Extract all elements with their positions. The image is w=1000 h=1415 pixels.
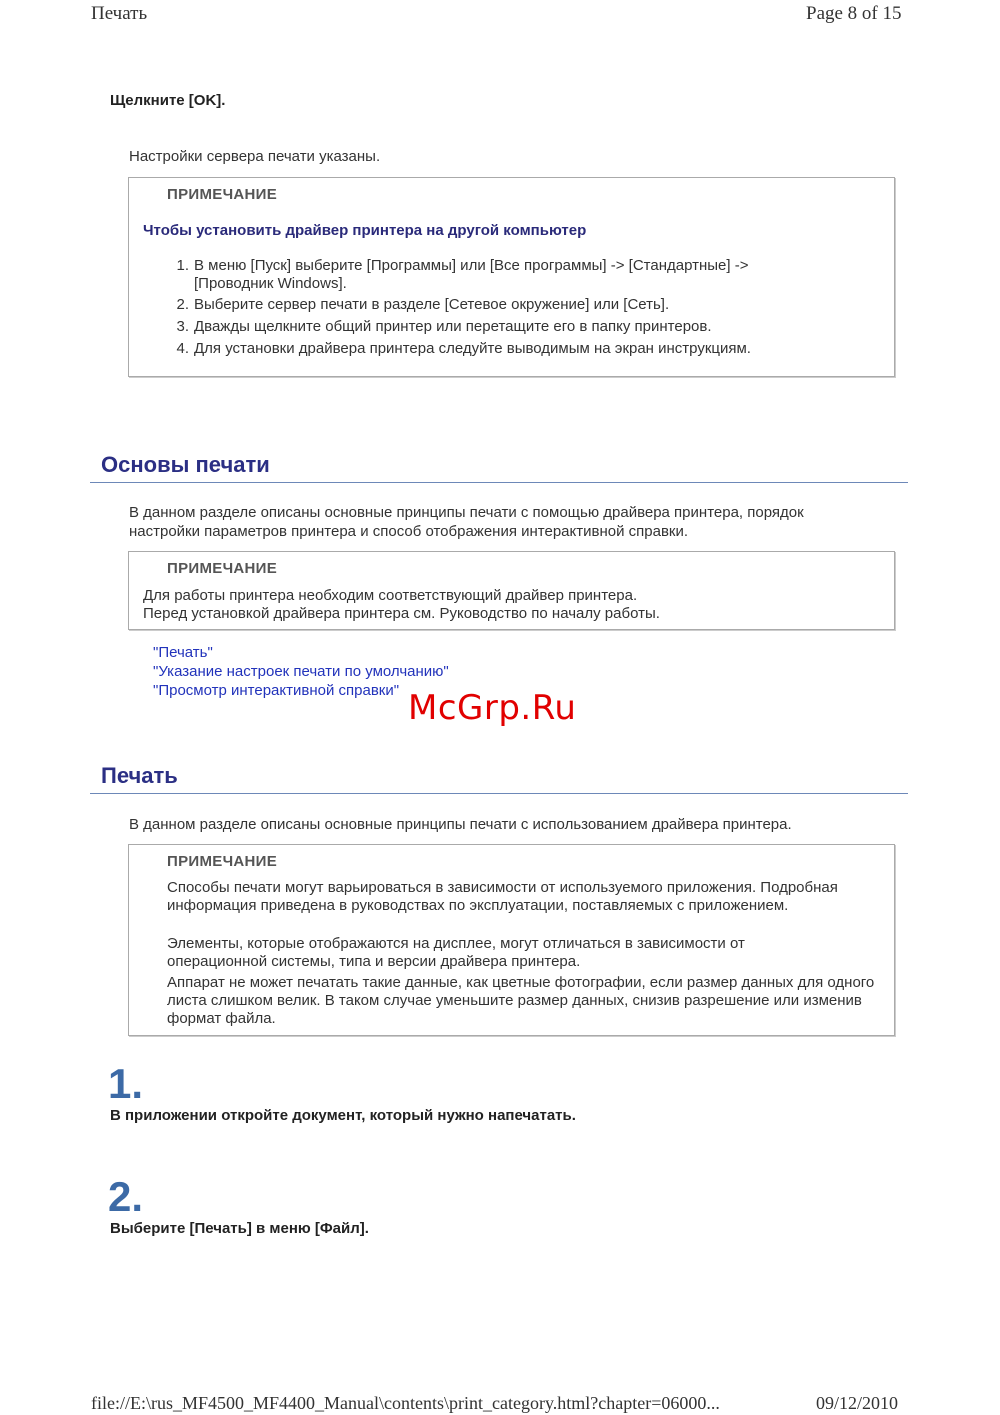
note-line: Перед установкой драйвера принтера см. Руководство по началу работы. — [143, 605, 660, 622]
note-title: ПРИМЕЧАНИЕ — [167, 853, 278, 870]
footer-date: 09/12/2010 — [816, 1393, 899, 1413]
step-text: Выберите [Печать] в меню [Файл]. — [110, 1220, 369, 1237]
note-box-driver-required — [128, 551, 895, 630]
watermark: McGrp.Ru — [408, 688, 577, 728]
page-indicator: Page 8 of 15 — [806, 3, 902, 24]
heading-divider — [90, 793, 908, 794]
link-online-help[interactable]: "Просмотр интерактивной справки" — [153, 682, 400, 699]
note-paragraph: Элементы, которые отображаются на дисплее, могут отличаться в зависимости от операционной системы, типа и версии драйвера принтера. — [167, 935, 745, 970]
note-box-install-driver: ПРИМЕЧАНИЕ Чтобы установить драйвер принтера на другой компьютер 1. В меню [Пуск] выберите [Программы] или [Все программы] -> [Стандартные] -> [Проводник Windows]. 2. Выберите сервер печати в разделе [Сетевое окружение] или [Сеть]. 3. Дважды щелкните общий принтер или перетащите его в папку принтеров. 4. Для установки драйвера принтера следуйте выводимым на экран инструкциям. — [128, 177, 895, 377]
note-box-print-notes — [128, 844, 895, 1036]
step-number: 2. — [108, 1173, 144, 1220]
step-number: 1. — [108, 1060, 144, 1107]
result-text: Настройки сервера печати указаны. — [129, 148, 381, 165]
section-description: В данном разделе описаны основные принципы печати с помощью драйвера принтера, порядок настройки параметров принтера и способ отображения интерактивной справки. — [129, 504, 804, 540]
heading-divider — [90, 482, 908, 483]
header-title: Печать — [91, 3, 148, 24]
section-heading-print: Печать — [101, 763, 178, 788]
note-paragraph: Аппарат не может печатать такие данные, как цветные фотографии, если размер данных для одного листа слишком велик. В таком случае уменьшите размер данных, снизив разрешение или изменив формат файла. — [167, 974, 875, 1027]
link-default-settings[interactable]: "Указание настроек печати по умолчанию" — [153, 663, 449, 680]
click-ok-instruction: Щелкните [OK]. — [110, 92, 226, 109]
section-heading-basics: Основы печати — [101, 452, 270, 477]
step-text: В приложении откройте документ, который нужно напечатать. — [110, 1107, 576, 1124]
note-subtitle: Чтобы установить драйвер принтера на другой компьютер — [143, 222, 587, 239]
note-title: ПРИМЕЧАНИЕ — [167, 560, 278, 577]
note-title: ПРИМЕЧАНИЕ — [167, 186, 278, 203]
footer-file-path: file://E:\rus_MF4500_MF4400_Manual\contents\print_category.html?chapter=06000... — [91, 1393, 720, 1413]
note-paragraph: Способы печати могут варьироваться в зависимости от используемого приложения. Подробная информация приведена в руководствах по эксплуатации, поставляемых с приложением. — [167, 879, 838, 914]
list-item: 1. В меню [Пуск] выберите [Программы] или [Все программы] -> [Стандартные] -> [Проводник Windows]. — [176, 257, 749, 292]
note-line: Для работы принтера необходим соответствующий драйвер принтера. — [143, 587, 638, 604]
section-description: В данном разделе описаны основные принципы печати с использованием драйвера принтера. — [129, 816, 792, 833]
link-print[interactable]: "Печать" — [153, 644, 213, 661]
